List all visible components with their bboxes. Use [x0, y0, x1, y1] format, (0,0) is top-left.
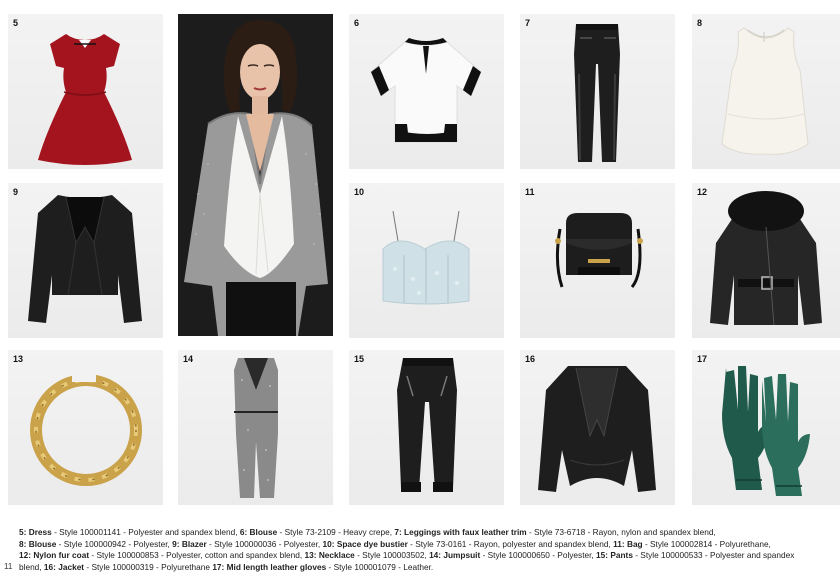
caption-item-details: - Style 73-6718 - Rayon, nylon and spandex blend,: [526, 527, 716, 537]
product-tile-8[interactable]: [692, 14, 840, 169]
product-tile-16[interactable]: [520, 350, 675, 505]
caption-item-number: 6: [239, 527, 245, 537]
caption-item-details: - Style 73-0161 - Rayon, polyester and spandex blend,: [407, 538, 614, 549]
caption-item-number: 9: [172, 538, 177, 549]
caption-item-name: Blazer: [181, 538, 207, 549]
item-number: 14: [183, 354, 194, 364]
item-number: 12: [697, 187, 708, 197]
caption-item-number: 13: [304, 550, 314, 560]
caption-item-name: Pants: [610, 550, 633, 560]
product-tile-11[interactable]: [520, 183, 675, 338]
model-illustration: [178, 14, 333, 336]
caption-item-details: - Style 100000942 - Polyester,: [56, 538, 173, 549]
caption-item-number: 10: [322, 538, 332, 549]
pants-illustration: [349, 350, 504, 505]
caption-item-number: 15: [596, 550, 606, 560]
product-tile-10[interactable]: [349, 183, 504, 338]
item-number: 8: [697, 18, 703, 28]
caption-item-number: 16: [43, 561, 54, 572]
caption-item-name: Blouse: [28, 538, 57, 549]
product-tile-14[interactable]: [178, 350, 333, 505]
product-tile-5[interactable]: [8, 14, 163, 169]
item-number: 13: [13, 354, 24, 364]
caption-item-details: - Style 100002814 - Polyurethane,: [642, 538, 771, 549]
caption-item-name: Blouse: [249, 527, 278, 537]
caption-item-details: - Style 100001079 - Leather.: [326, 561, 434, 572]
caption-item-details: - Style 100000650 - Polyester,: [480, 550, 597, 560]
jumpsuit-illustration: [178, 350, 333, 505]
product-tile-17[interactable]: [692, 350, 840, 505]
caption-item-number: 7: [394, 527, 399, 537]
caption-item-number: 17: [212, 561, 222, 572]
necklace-illustration: [8, 350, 163, 505]
item-number: 5: [13, 18, 19, 28]
caption-item-details: - Style 100003502,: [354, 550, 430, 560]
caption-item-name: Mid length leather gloves: [226, 561, 327, 572]
jacket-illustration: [520, 350, 675, 505]
caption-item-name: Jacket: [58, 561, 85, 572]
item-number: 11: [525, 187, 535, 197]
caption-item-name: Bag: [626, 538, 643, 549]
caption-item-name: Nylon fur coat: [33, 550, 90, 560]
product-tile-13[interactable]: [8, 350, 163, 505]
caption-item-name: Necklace: [318, 550, 355, 560]
product-tile-15[interactable]: [349, 350, 504, 505]
bustier-illustration: [349, 183, 504, 338]
hero-model-photo: [178, 14, 333, 336]
caption-item-details: - Style 73-2109 - Heavy crepe,: [277, 527, 395, 537]
product-caption: 5: Dress - Style 100001141 - Polyester and spandex blend, 6: Blouse - Style 73-2109 - Heavy crepe, 7: Leggings with faux leather trim - Style 73-6718 - Rayon, nylon and spandex blend, 8: Blouse - Style 100000942 - Polyester, 9: Blazer - Style 100000036 - Polyester, 10: Space dye bustier - Style 73-0161 - Rayon, polyester and spandex blend, 11: Bag - Style 100002814 - Polyurethane, 12: Nylon fur coat - Style 100000853 - Polyester, cotton and spandex blend, 13: Necklace - Style 100003502, 14: Jumpsuit - Style 100000650 - Polyester, 15: Pants - Style 100000533 - Polyester and spandex blend, 16: Jacket - Style 100000319 - Polyurethane 17: Mid length leather gloves - Style 100001079 - Leather.: [19, 527, 795, 572]
caption-item-number: 5: [19, 527, 24, 537]
caption-item-details: - Style 100001141 - Polyester and spandex blend,: [51, 527, 240, 537]
product-tile-12[interactable]: [692, 183, 840, 338]
page-number: 11: [4, 562, 13, 571]
item-number: 15: [354, 354, 365, 364]
product-tile-7[interactable]: [520, 14, 675, 169]
bag-illustration: [520, 183, 675, 338]
caption-item-name: Dress: [28, 527, 52, 537]
blouse-illustration: [349, 14, 504, 169]
item-number: 7: [525, 18, 531, 28]
blouse-sleeveless-illustration: [692, 14, 840, 169]
caption-item-number: 8: [19, 538, 24, 549]
caption-item-details: - Style 100000319 - Polyurethane: [84, 561, 213, 572]
caption-item-name: Jumpsuit: [443, 550, 481, 560]
caption-item-number: 12: [19, 550, 29, 560]
caption-item-name: Space dye bustier: [336, 538, 408, 549]
caption-item-details: - Style 100000853 - Polyester, cotton and spandex blend,: [89, 550, 305, 560]
item-number: 6: [354, 18, 360, 28]
product-tile-9[interactable]: [8, 183, 163, 338]
blazer-illustration: [8, 183, 163, 338]
caption-item-details: - Style 100000036 - Polyester,: [206, 538, 323, 549]
leggings-illustration: [520, 14, 675, 169]
dress-illustration: [8, 14, 163, 169]
caption-item-details: - Style 100000533 - Polyester and spandex blend,: [19, 550, 795, 572]
gloves-illustration: [692, 350, 840, 505]
item-number: 9: [13, 187, 19, 197]
coat-illustration: [692, 183, 840, 338]
caption-item-name: Leggings with faux leather trim: [404, 527, 527, 537]
item-number: 17: [697, 354, 708, 364]
item-number: 16: [525, 354, 536, 364]
caption-item-number: 14: [429, 550, 439, 560]
product-tile-6[interactable]: [349, 14, 504, 169]
caption-item-number: 11: [613, 538, 622, 549]
item-number: 10: [354, 187, 365, 197]
